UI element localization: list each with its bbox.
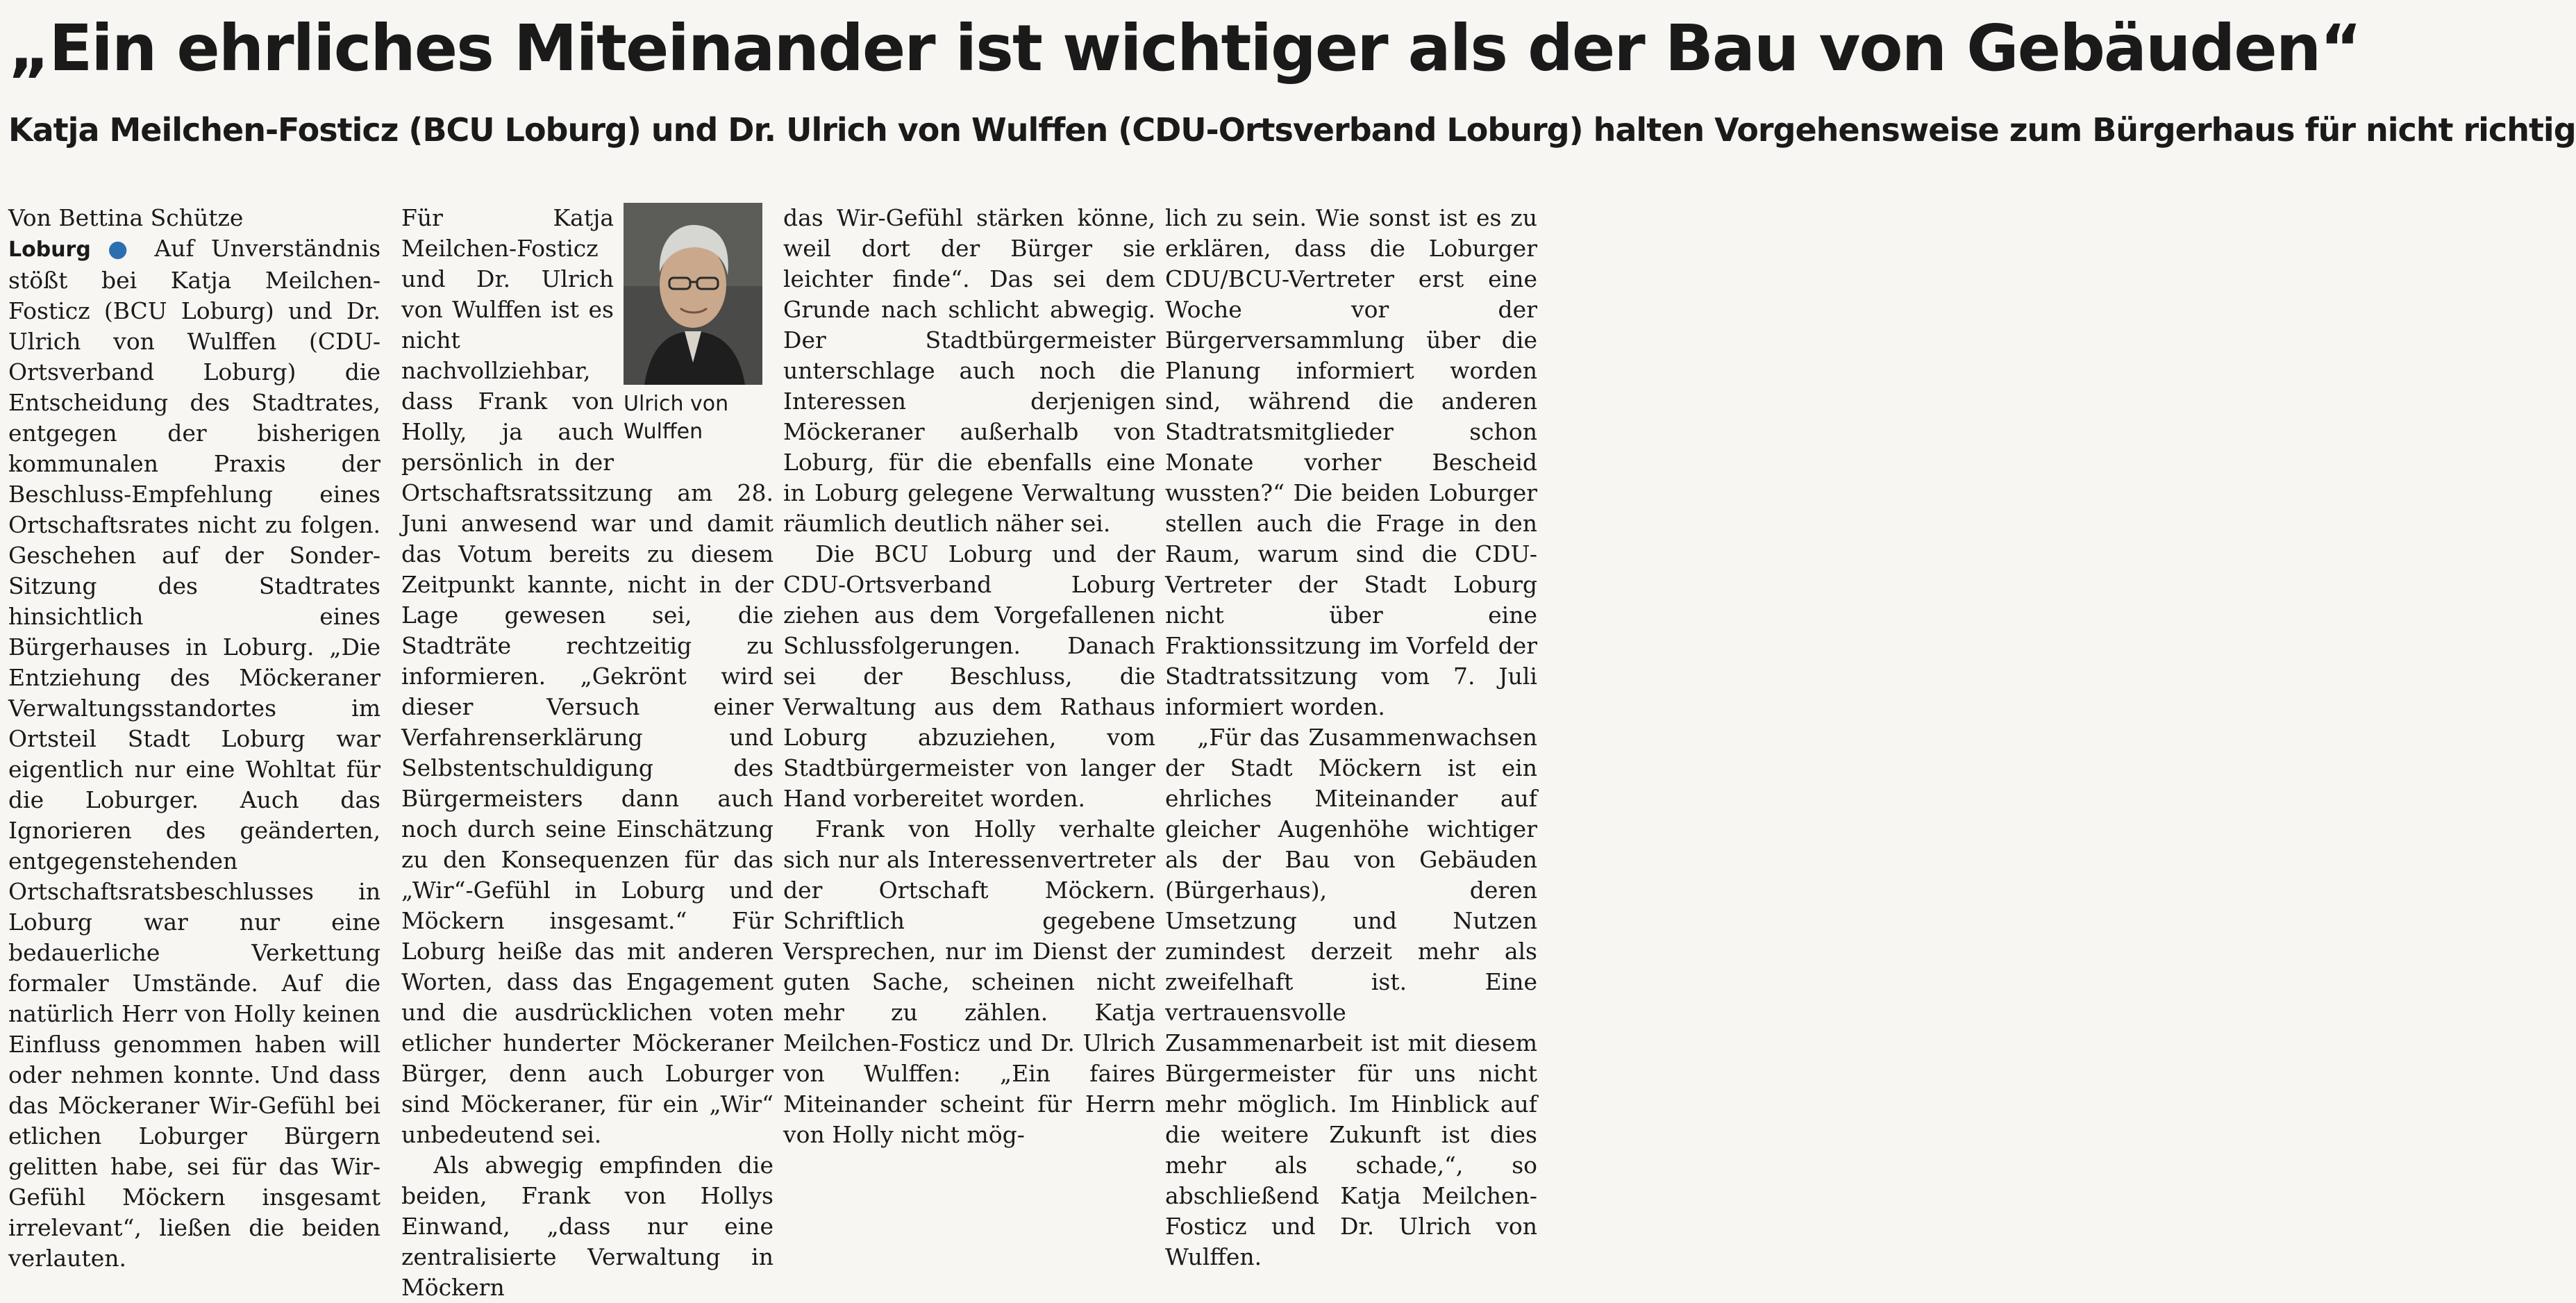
article-column-3 xyxy=(783,203,1155,1203)
paragraph: Für Katja Meilchen-Fosticz und Dr. Ulrich von Wulffen ist es nicht nachvollziehbar, dass Frank von Holly, ja auch persönlich in der Ortschaftsratssitzung am 28. Juni anwesend war und damit das Votum bereits zu diesem Zeitpunkt kannte, nicht in der Lage gewesen sei, die Stadträte rechtzeitig zu informieren. „Gekrönt wird dieser Versuch einer Verfahrenserklärung und Selbstentschuldigung des Bürgermeisters dann auch noch durch seine Einschätzung zu den Konsequenzen für das „Wir“-Gefühl in Loburg und Möckern insgesamt.“ Für Loburg heiße das mit anderen Worten, dass das Engagement und die ausdrücklichen voten etlicher hunderter Möckeraner Bürger, denn auch Loburger sind Möckeraner, für ein „Wir“ unbedeutend sei. xyxy=(401,204,773,1148)
byline: Von Bettina Schütze xyxy=(8,204,244,231)
portrait-illustration xyxy=(624,203,762,385)
article-column-1 xyxy=(8,203,380,1272)
paragraph: lich zu sein. Wie sonst ist es zu erklären, dass die Loburger CDU/BCU-Vertreter erst eine Woche vor der Bürgerversammlung über die Planung informiert worden sind, während die anderen Stadtratsmitglieder schon Monate vorher Bescheid wussten?“ Die beiden Loburger stellen auch die Frage in den Raum, warum sind die CDU-Vertreter der Stadt Loburg nicht über eine Fraktionssitzung im Vorfeld der Stadtratssitzung vom 7. Juli informiert worden. xyxy=(1165,204,1537,720)
headline: „Ein ehrliches Miteinander ist wichtiger als der Bau von Gebäuden“ xyxy=(8,11,2361,85)
paragraph xyxy=(8,233,380,1274)
paragraph: das Wir-Gefühl stärken könne, weil dort der Bürger sie leichter finde“. Das sei dem Grunde nach schlicht abwegig. Der Stadtbürgermeister unterschlage auch noch die Interessen derjenigen Möckeraner außerhalb von Loburg, für die ebenfalls eine in Loburg gelegene Verwaltung räumlich deutlich näher sei. xyxy=(783,204,1155,537)
paragraph-text: Auf Unverständnis stößt bei Katja Meilchen-Fosticz (BCU Loburg) und Dr. Ulrich von Wulffen (CDU-Ortsverband Loburg) die Entscheidung des Stadtrates, entgegen der bisherigen kommunalen Praxis der Beschluss-Empfehlung eines Ortschaftsrates nicht zu folgen. Geschehen auf der Sonder-Sitzung des Stadtrates hinsichtlich eines Bürgerhauses in Loburg. „Die Entziehung des Möckeraner Verwaltungsstandortes im Ortsteil Stadt Loburg war eigentlich nur eine Wohltat für die Loburger. Auch das Ignorieren des geänderten, entgegenstehenden Ortschaftsratsbeschlusses in Loburg war nur eine bedauerliche Verkettung formaler Umstände. Auf die natürlich Herr von Holly keinen Einfluss genommen haben will oder nehmen konnte. Und dass das Möckeraner Wir-Gefühl bei etlichen Loburger Bürgern gelitten habe, sei für das Wir-Gefühl Möckern insgesamt irrelevant“, ließen die beiden verlauten. xyxy=(8,235,380,1272)
paragraph: Die BCU Loburg und der CDU-Ortsverband Loburg ziehen aus dem Vorgefallenen Schlussfolgerungen. Danach sei der Beschluss, die Verwaltung aus dem Rathaus Loburg abzuziehen, vom Stadtbürgermeister von langer Hand vorbereitet worden. xyxy=(783,540,1155,812)
photo-block xyxy=(624,203,776,446)
subheadline: Katja Meilchen-Fosticz (BCU Loburg) und Dr. Ulrich von Wulffen (CDU-Ortsverband Loburg) halten Vorgehensweise zum Bürgerhaus für nicht richtig xyxy=(8,111,2576,149)
paragraph: „Für das Zusammenwachsen der Stadt Möckern ist ein ehrliches Miteinander auf gleicher Augenhöhe wichtiger als der Bau von Gebäuden (Bürgerhaus), deren Umsetzung und Nutzen zumindest derzeit mehr als zweifelhaft ist. Eine vertrauensvolle Zusammenarbeit ist mit diesem Bürgermeister für uns nicht mehr möglich. Im Hinblick auf die weitere Zukunft ist dies mehr als schade,“, so abschließend Katja Meilchen-Fosticz und Dr. Ulrich von Wulffen. xyxy=(1165,724,1537,1270)
photo-caption: Ulrich von Wulffen xyxy=(624,392,729,444)
paragraph: Als abwegig empfinden die beiden, Frank von Hollys Einwand, „dass nur eine zentralisierte Verwaltung in Möckern xyxy=(401,1152,773,1301)
article-column-4 xyxy=(1165,203,1537,1270)
dateline: Loburg xyxy=(8,238,91,262)
portrait-photo xyxy=(624,203,762,385)
paragraph: Frank von Holly verhalte sich nur als Interessenvertreter der Ortschaft Möckern. Schriftlich gegebene Versprechen, nur im Dienst der guten Sache, scheinen nicht mehr zu zählen. Katja Meilchen-Fosticz und Dr. Ulrich von Wulffen: „Ein faires Miteinander scheint für Herrn von Holly nicht mög- xyxy=(783,815,1155,1148)
bullet-icon: ● xyxy=(108,235,137,262)
article-column-2 xyxy=(401,203,773,1301)
